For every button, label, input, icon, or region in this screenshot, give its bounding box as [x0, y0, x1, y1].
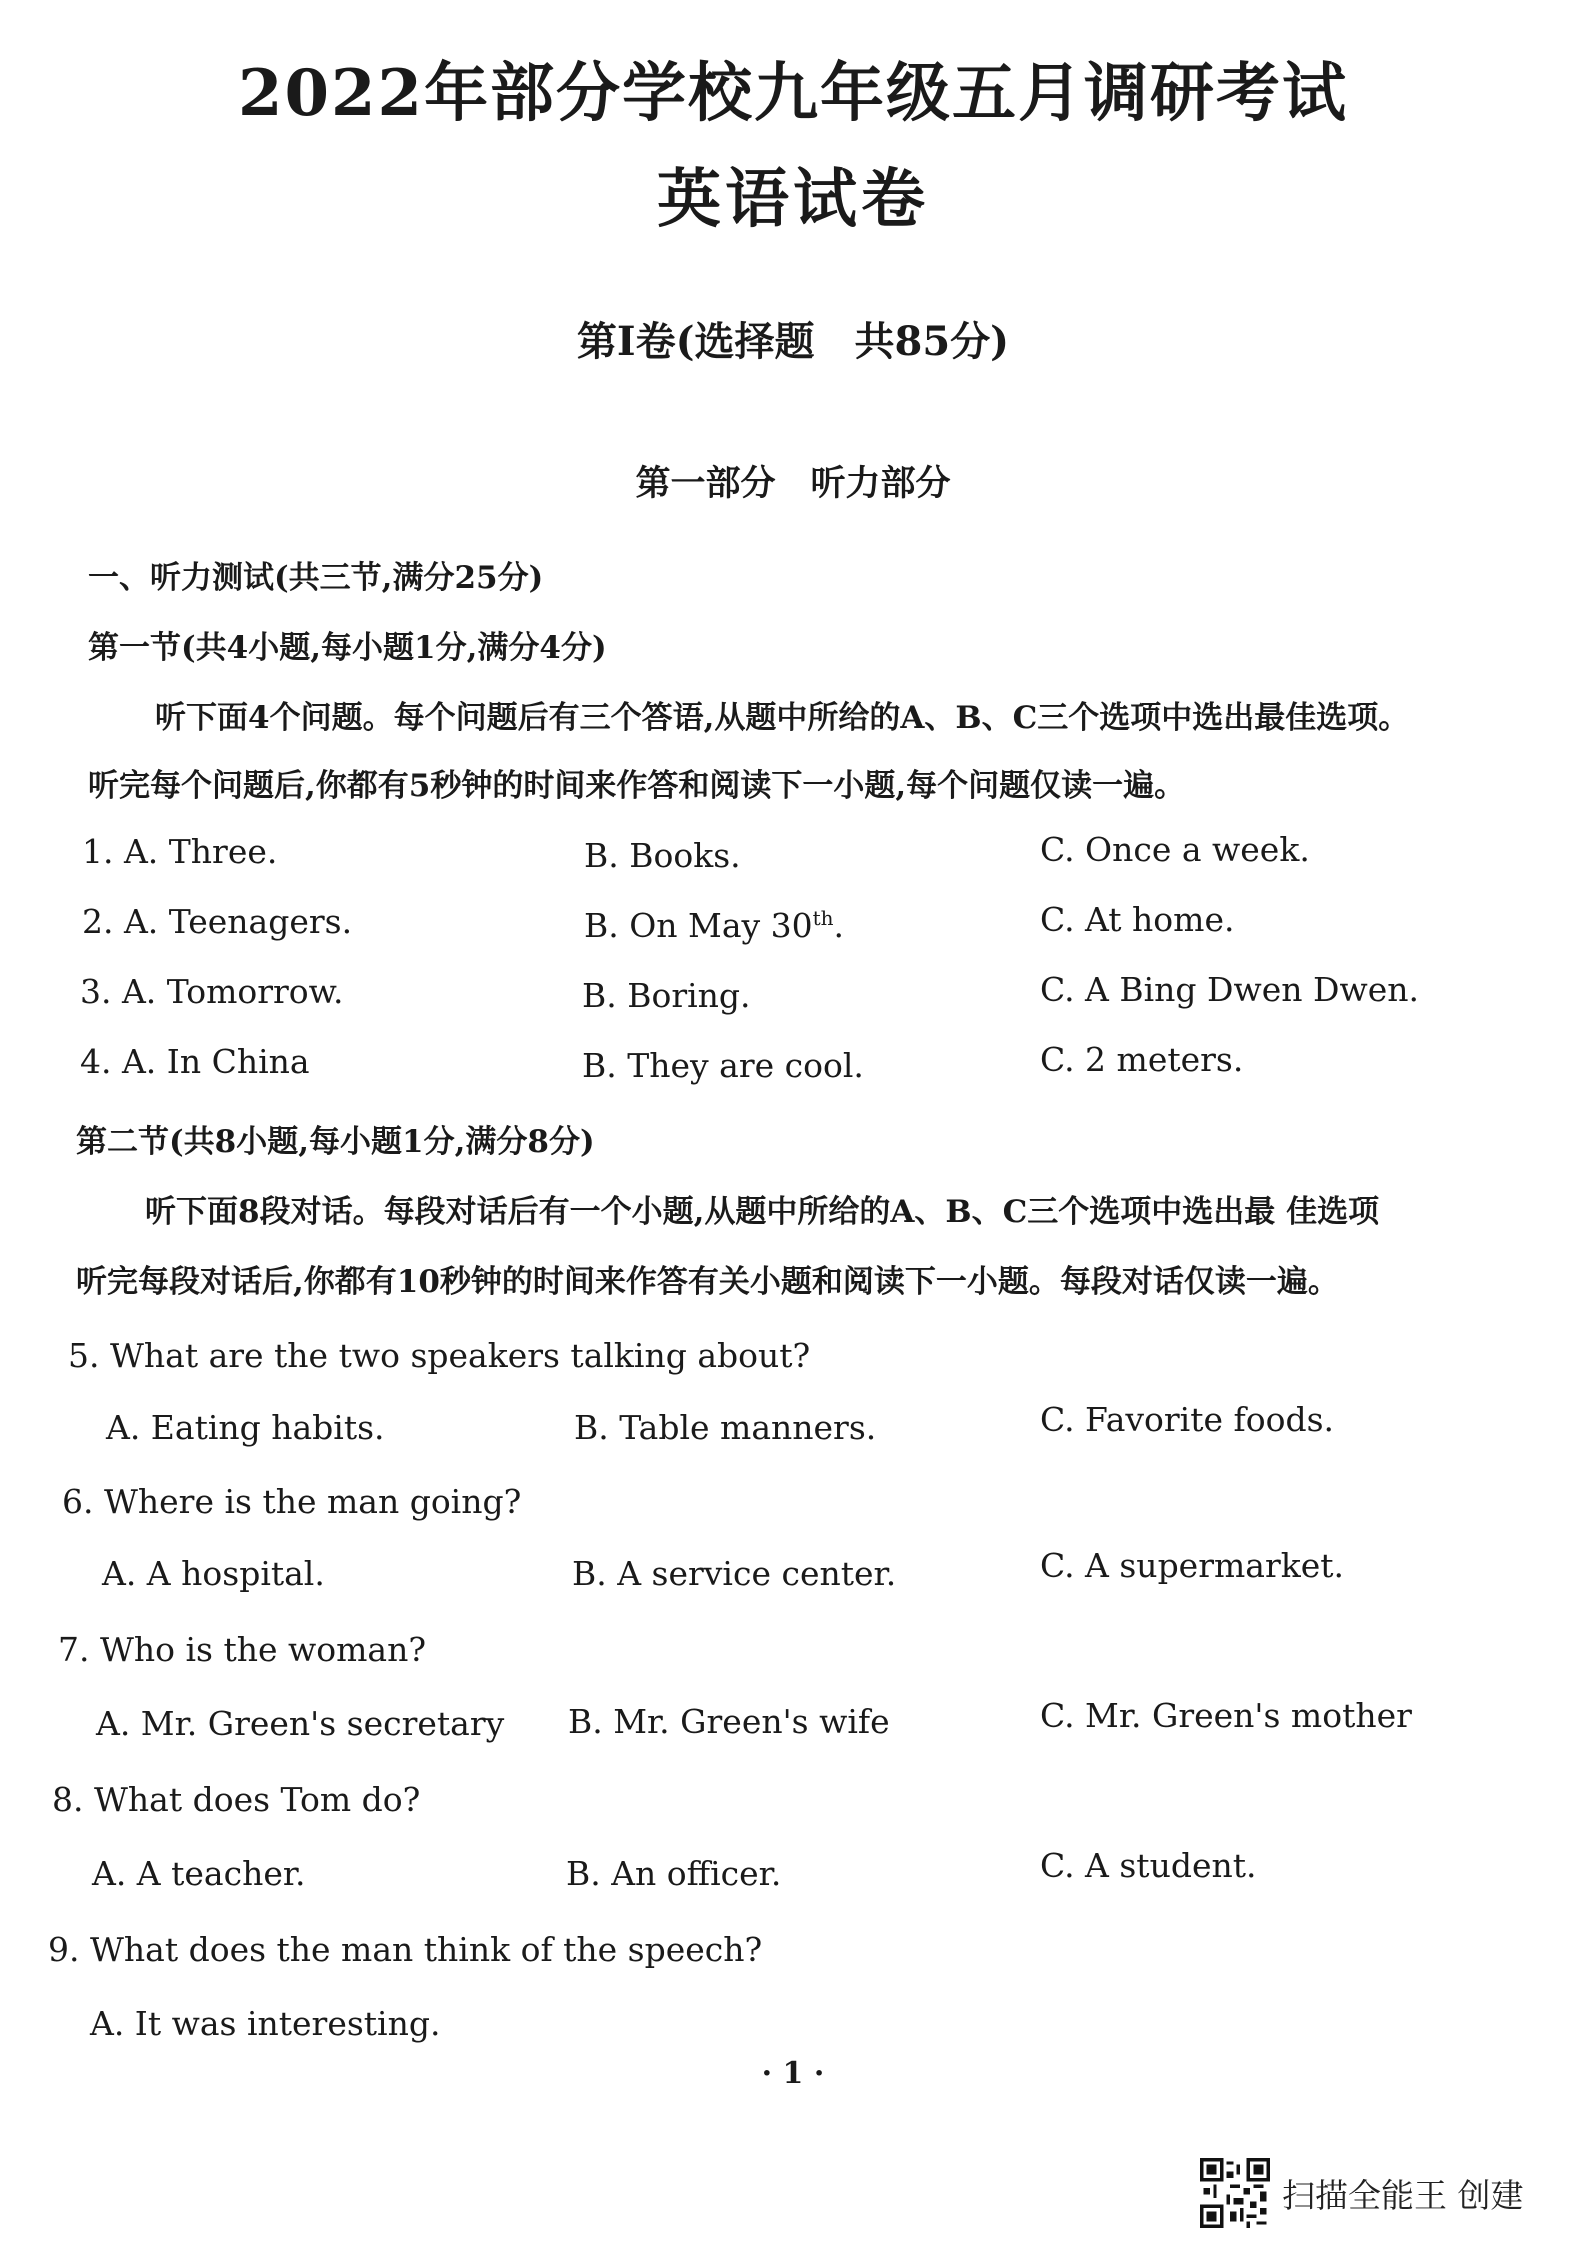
q7-option-a: A. Mr. Green's secretary: [96, 1704, 505, 1743]
q7-option-b: B. Mr. Green's wife: [568, 1702, 890, 1741]
q2-option-a: 2. A. Teenagers.: [82, 902, 353, 941]
q8-option-a: A. A teacher.: [92, 1854, 306, 1893]
q6-option-b: B. A service center.: [572, 1554, 897, 1593]
q5-option-a: A. Eating habits.: [106, 1408, 385, 1447]
q1-option-c: C. Once a week.: [1040, 830, 1310, 869]
section1-heading: 第一节(共4小题,每小题1分,满分4分): [88, 630, 607, 666]
qr-code-icon: [1200, 2158, 1270, 2228]
q5-stem: 5. What are the two speakers talking about?: [68, 1336, 811, 1375]
q3-option-a: 3. A. Tomorrow.: [80, 972, 344, 1011]
q1-option-a: 1. A. Three.: [82, 832, 278, 871]
q5-option-b: B. Table manners.: [574, 1408, 877, 1447]
q4-option-c: C. 2 meters.: [1040, 1040, 1244, 1079]
q6-option-a: A. A hospital.: [102, 1554, 325, 1593]
part-title: 第一部分 听力部分: [635, 463, 951, 504]
q8-option-b: B. An officer.: [566, 1854, 782, 1893]
section2-instruction-line2: 听完每段对话后,你都有10秒钟的时间来作答有关小题和阅读下一小题。每段对话仅读一遍。: [76, 1264, 1339, 1300]
q7-stem: 7. Who is the woman?: [58, 1630, 427, 1669]
section2-instruction-line1: 听下面8段对话。每段对话后有一个小题,从题中所给的A、B、C三个选项中选出最 佳选项: [145, 1194, 1380, 1230]
listening-heading: 一、听力测试(共三节,满分25分): [88, 560, 544, 596]
exam-title: 2022年部分学校九年级五月调研考试: [237, 56, 1349, 131]
q2-option-c: C. At home.: [1040, 900, 1235, 939]
watermark-text: 扫描全能王 创建: [1282, 2175, 1524, 2215]
q6-option-c: C. A supermarket.: [1040, 1546, 1345, 1585]
q2-option-b: B. On May 30th.: [584, 906, 845, 945]
q8-option-c: C. A student.: [1040, 1846, 1257, 1885]
q6-stem: 6. Where is the man going?: [62, 1482, 522, 1521]
volume-title: 第Ⅰ卷(选择题 共85分): [576, 318, 1010, 365]
q4-option-a: 4. A. In China: [80, 1042, 310, 1081]
q8-stem: 8. What does Tom do?: [52, 1780, 421, 1819]
q9-stem: 9. What does the man think of the speech?: [48, 1930, 763, 1969]
q7-option-c: C. Mr. Green's mother: [1040, 1696, 1412, 1735]
q1-option-b: B. Books.: [584, 836, 741, 875]
page-number: · 1 ·: [761, 2056, 825, 2091]
section2-heading: 第二节(共8小题,每小题1分,满分8分): [76, 1124, 595, 1160]
section1-instruction-line2: 听完每个问题后,你都有5秒钟的时间来作答和阅读下一小题,每个问题仅读一遍。: [88, 768, 1186, 804]
q3-option-b: B. Boring.: [582, 976, 751, 1015]
q3-option-c: C. A Bing Dwen Dwen.: [1040, 970, 1420, 1009]
q4-option-b: B. They are cool.: [582, 1046, 864, 1085]
exam-subject-title: 英语试卷: [657, 162, 929, 237]
q5-option-c: C. Favorite foods.: [1040, 1400, 1335, 1439]
scanner-watermark: [1200, 2158, 1524, 2228]
section1-instruction-line1: 听下面4个问题。每个问题后有三个答语,从题中所给的A、B、C三个选项中选出最佳选项。: [155, 700, 1410, 736]
q9-option-a: A. It was interesting.: [90, 2004, 441, 2043]
